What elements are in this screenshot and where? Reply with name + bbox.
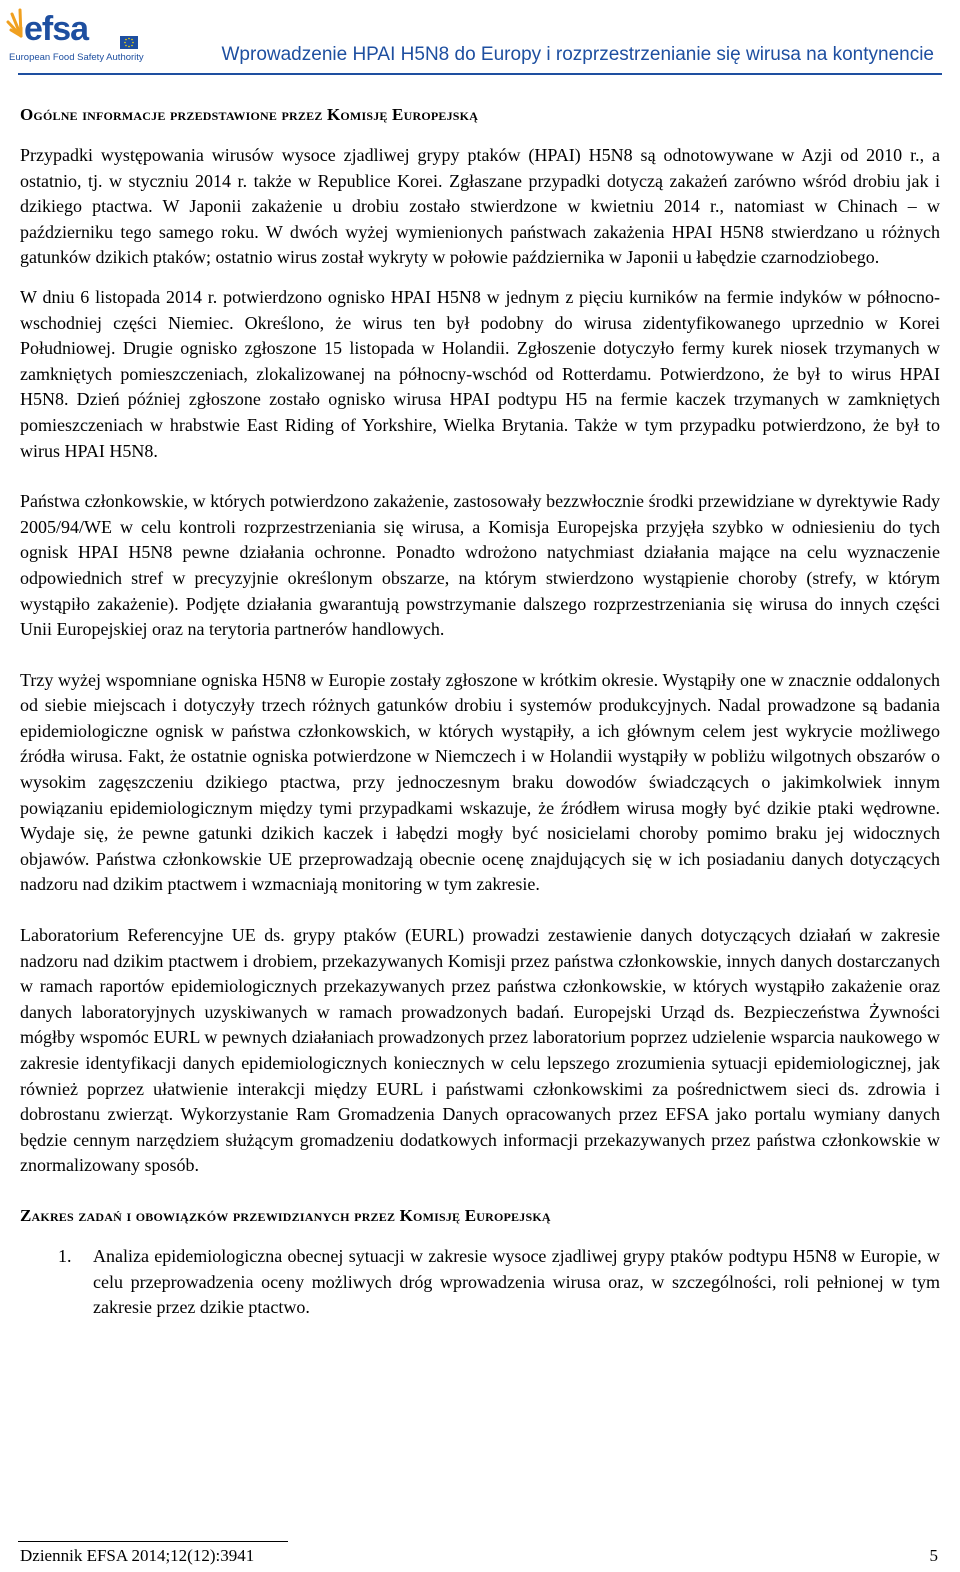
list-item bbox=[20, 1244, 940, 1321]
paragraph-2: W dniu 6 listopada 2014 r. potwierdzono ognisko HPAI H5N8 w jednym z pięciu kurników na fermie indyków w północno-wschodniej części Niemiec. Określono, że wirus ten był podobny do wirusa zidentyfikowanego uprzednio w Korei Południowej. Drugie ognisko zgłoszone 15 listopada w Holandii. Zgłoszenie dotyczyło fermy kurek niosek trzymanych w zamkniętych pomieszczeniach, zlokalizowanej na północny-wschód od Rotterdamu. Potwierdzono, że był to wirus HPAI H5N8. Dzień później zgłoszone zostało ognisko wirusa HPAI podtypu H5 na fermie kaczek trzymanych w zamkniętych pomieszczeniach w hrabstwie East Riding of Yorkshire, Wielka Brytania. Także w tym przypadku potwierdzono, że był to wirus HPAI H5N8. bbox=[20, 286, 940, 461]
logo-subtitle: European Food Safety Authority bbox=[9, 52, 144, 63]
header-divider bbox=[18, 73, 942, 75]
paragraph-5: Laboratorium Referencyjne UE ds. grypy ptaków (EURL) prowadzi zestawienie danych dotyczących działań w zakresie nadzoru nad dzikim ptactwem i drobiem, przekazywanych Komisji przez państwa członkowskie, innych danych dostarczanych w ramach raportów epidemiologicznych przekazywanych przez państwa członkowskie, w których wystąpiło zakażenie oraz danych laboratoryjnych uzyskiwanych w ramach prowadzonych badań. Europejski Urząd ds. Bezpieczeństwa Żywności mógłby wspomóc EURL w pewnych działaniach prowadzonych przez laboratorium poprzez udzielenie wsparcia naukowego w zakresie identyfikacji danych epidemiologicznych koniecznych w celu lepszego zrozumienia sytuacji epidemiologicznej, jak również poprzez ułatwienie interakcji między EURL i państwami członkowskimi za pośrednictwem sieci ds. zdrowia i dobrostanu zwierząt. Wykorzystanie Ram Gromadzenia Danych opracowanych przez EFSA jako portalu wymiany danych będzie cennym narzędziem służącym gromadzeniu dodatkowych informacji przekazywanych przez państwa członkowskie w znormalizowany sposób. bbox=[20, 925, 940, 1176]
footer-divider bbox=[18, 1541, 288, 1542]
section-heading-terms-of-reference: Zakres zadań i obowiązków przewidzianych przez Komisję Europejską bbox=[20, 1205, 551, 1225]
document-body bbox=[20, 103, 940, 1321]
running-title: Wprowadzenie HPAI H5N8 do Europy i rozprzestrzenianie się wirusa na kontynencie bbox=[221, 44, 934, 65]
list-item-number: 1. bbox=[58, 1245, 72, 1266]
efsa-logo bbox=[6, 6, 146, 68]
page-number: 5 bbox=[929, 1546, 938, 1565]
journal-citation: Dziennik EFSA 2014;12(12):3941 bbox=[20, 1546, 255, 1565]
paragraph-3: Państwa członkowskie, w których potwierdzono zakażenie, zastosowały bezzwłocznie środki przewidziane w dyrektywie Rady 2005/94/WE w celu kontroli rozprzestrzeniania się wirusa, a Komisja Europejska przyjęła szybko w odniesieniu do tych ognisk HPAI H5N8 pewne działania ochronne. Ponadto wdrożono natychmiast działania mające na celu wyznaczenie odpowiednich stref w precyzyjnie określonym obszarze, na którym stwierdzono wystąpienie choroby (strefy, w którym wystąpiło zakażenie). Podjęte działania gwarantują powstrzymanie dalszego rozprzestrzeniania się wirusa do innych części Unii Europejskiej oraz na terytoria partnerów handlowych. bbox=[20, 491, 940, 640]
task-list bbox=[20, 1244, 940, 1321]
section-heading-general-info: Ogólne informacje przedstawione przez Komisję Europejską bbox=[20, 105, 479, 124]
paragraph-1: Przypadki występowania wirusów wysoce zjadliwej grypy ptaków (HPAI) H5N8 są odnotowywane w Azji od 2010 r., a ostatnio, tj. w styczniu 2014 r. także w Republice Korei. Zgłaszane przypadki dotyczą zakażeń zarówno wśród drobiu jak i dzikiego ptactwa. W Japonii zakażenie u drobiu zostało stwierdzone w kwietniu 2014 r., natomiast w Chinach – w październiku tego samego roku. W dwóch wyżej wymienionych państwach zakażenia HPAI H5N8 stwierdzano u różnych gatunków dzikich ptaków; ostatnio wirus został wykryty w połowie października w Japonii u łabędzie czarnodziobego. bbox=[20, 145, 940, 268]
paragraph-4: Trzy wyżej wspomniane ogniska H5N8 w Europie zostały zgłoszone w krótkim okresie. Wystąpiły one w znacznie oddalonych od siebie miejscach i dotyczyły trzech różnych gatunków drobiu i systemów produkcyjnych. Nadal prowadzone są badania epidemiologiczne ognisk w państwa członkowskich, w których wystąpiły, a ich głównym celem jest wykrycie możliwego źródła wirusa. Fakt, że ostatnie ogniska potwierdzone w Niemczech i w Holandii wystąpiły w pobliżu wilgotnych obszarów o wysokim zagęszczeniu dzikiego ptactwa, przy jednoczesnym braku dowodów świadczących o jakimkolwiek innym powiązaniu epidemiologicznym między tymi przypadkami wskazuje, że źródłem wirusa mogły być dzikie ptaki wędrowne. Wydaje się, że pewne gatunki dzikich kaczek i łabędzi mogły być nosicielami choroby pomimo braku jej widocznych objawów. Państwa członkowskie UE przeprowadzają obecnie ocenę znajdujących się w ich posiadaniu danych dotyczących nadzoru nad dzikim ptactwem i wzmacniają monitoring w tym zakresie. bbox=[20, 669, 940, 895]
logo-wordmark: efsa bbox=[24, 10, 89, 48]
eu-flag-icon bbox=[120, 36, 138, 49]
list-item-text: Analiza epidemiologiczna obecnej sytuacji w zakresie wysoce zjadliwej grypy ptaków podtypu H5N8 w Europie, w celu przeprowadzenia oceny możliwych dróg wprowadzenia wirusa oraz, w szczególności, roli pełnionej w tym zakresie przez dzikie ptactwo. bbox=[93, 1245, 940, 1318]
page-header bbox=[0, 0, 960, 76]
